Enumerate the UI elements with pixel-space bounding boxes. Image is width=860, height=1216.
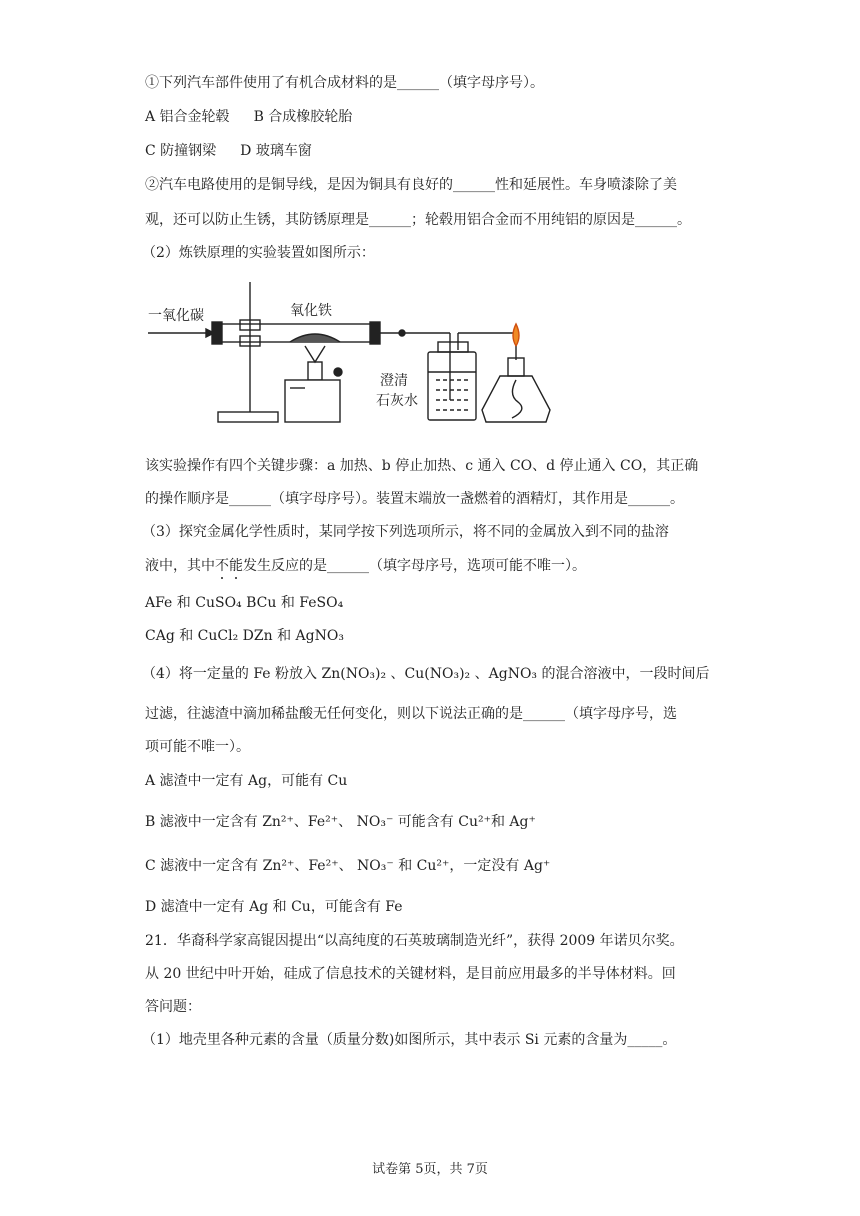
option-d-label: D 玻璃车窗 bbox=[240, 143, 312, 159]
q-iron-heading: （2）炼铁原理的实验装置如图所示： bbox=[142, 245, 375, 261]
q-2-text-1: ②汽车电路使用的是铜导线，是因为铜具有良好的______性和延展性。车身喷漆除了美 bbox=[145, 177, 677, 193]
q-4-text-3: 项可能不唯一）。 bbox=[145, 739, 250, 755]
q-4-option-c: C 滤液中一定含有 Zn²⁺、Fe²⁺、 NO₃⁻ 和 Cu²⁺，一定没有 Ag⁺ bbox=[145, 858, 551, 874]
q-3-post: 发生反应的是______（填字母序号，选项可能不唯一）。 bbox=[243, 558, 586, 574]
page-footer: 试卷第 5页，共 7页 bbox=[372, 1162, 488, 1177]
q-21-text-3: 答问题： bbox=[145, 999, 201, 1015]
q-3-text-2 bbox=[145, 556, 586, 576]
q-4-text-1: （4）将一定量的 Fe 粉放入 Zn(NO₃)₂ 、Cu(NO₃)₂ 、AgNO₃ 的混合溶液中，一段时间后 bbox=[142, 666, 710, 682]
option-b-label: B 合成橡胶轮胎 bbox=[253, 109, 353, 125]
option-a-label: A 铝合金轮毂 bbox=[145, 109, 230, 125]
q-3-options-cd: CAg 和 CuCl₂ DZn 和 AgNO₃ bbox=[145, 628, 344, 644]
q-iron-steps-1: 该实验操作有四个关键步骤：a 加热、b 停止加热、c 通入 CO、d 停止通入 CO，其正确 bbox=[145, 458, 699, 474]
q-2-text-2: 观，还可以防止生锈，其防锈原理是______；轮毂用铝合金而不用纯铝的原因是______。 bbox=[145, 212, 691, 228]
option-c-label: C 防撞钢梁 bbox=[145, 143, 217, 159]
q-21-text-1: 21．华裔科学家高锟因提出“以高纯度的石英玻璃制造光纤”，获得 2009 年诺贝尔奖。 bbox=[145, 933, 684, 949]
q-3-text-1: （3）探究金属化学性质时，某同学按下列选项所示，将不同的金属放入到不同的盐溶 bbox=[142, 524, 669, 540]
q-4-option-b: B 滤液中一定含有 Zn²⁺、Fe²⁺、 NO₃⁻ 可能含有 Cu²⁺和 Ag⁺ bbox=[145, 814, 536, 830]
emphasis-not: 不 bbox=[215, 558, 229, 574]
option-a bbox=[145, 107, 352, 127]
emphasis-can: 能 bbox=[229, 558, 243, 574]
label-limewater-1: 澄清 bbox=[380, 373, 408, 389]
q-21-text-2: 从 20 世纪中叶开始，硅成了信息技术的关键材料，是目前应用最多的半导体材料。回 bbox=[145, 966, 676, 982]
label-co: 一氧化碳 bbox=[148, 308, 204, 324]
q-4-option-a: A 滤渣中一定有 Ag，可能有 Cu bbox=[145, 773, 348, 789]
q-iron-steps-2: 的操作顺序是______（填字母序号）。装置末端放一盏燃着的酒精灯，其作用是______。 bbox=[145, 491, 684, 507]
q-21-1-text: （1）地壳里各种元素的含量（质量分数)如图所示，其中表示 Si 元素的含量为_____。 bbox=[142, 1032, 677, 1048]
label-fe2o3: 氧化铁 bbox=[290, 303, 332, 319]
q-3-pre: 液中，其中 bbox=[145, 558, 215, 574]
q-3-options-ab: AFe 和 CuSO₄ BCu 和 FeSO₄ bbox=[145, 595, 344, 611]
q-4-option-d: D 滤渣中一定有 Ag 和 Cu，可能含有 Fe bbox=[145, 899, 403, 915]
q-4-text-2: 过滤，往滤渣中滴加稀盐酸无任何变化，则以下说法正确的是______（填字母序号，选 bbox=[145, 706, 677, 722]
option-c bbox=[145, 141, 312, 161]
label-limewater-2: 石灰水 bbox=[376, 393, 418, 409]
iron-smelting-apparatus-diagram bbox=[140, 280, 560, 440]
q-1-text: ①下列汽车部件使用了有机合成材料的是______（填字母序号）。 bbox=[145, 75, 544, 91]
